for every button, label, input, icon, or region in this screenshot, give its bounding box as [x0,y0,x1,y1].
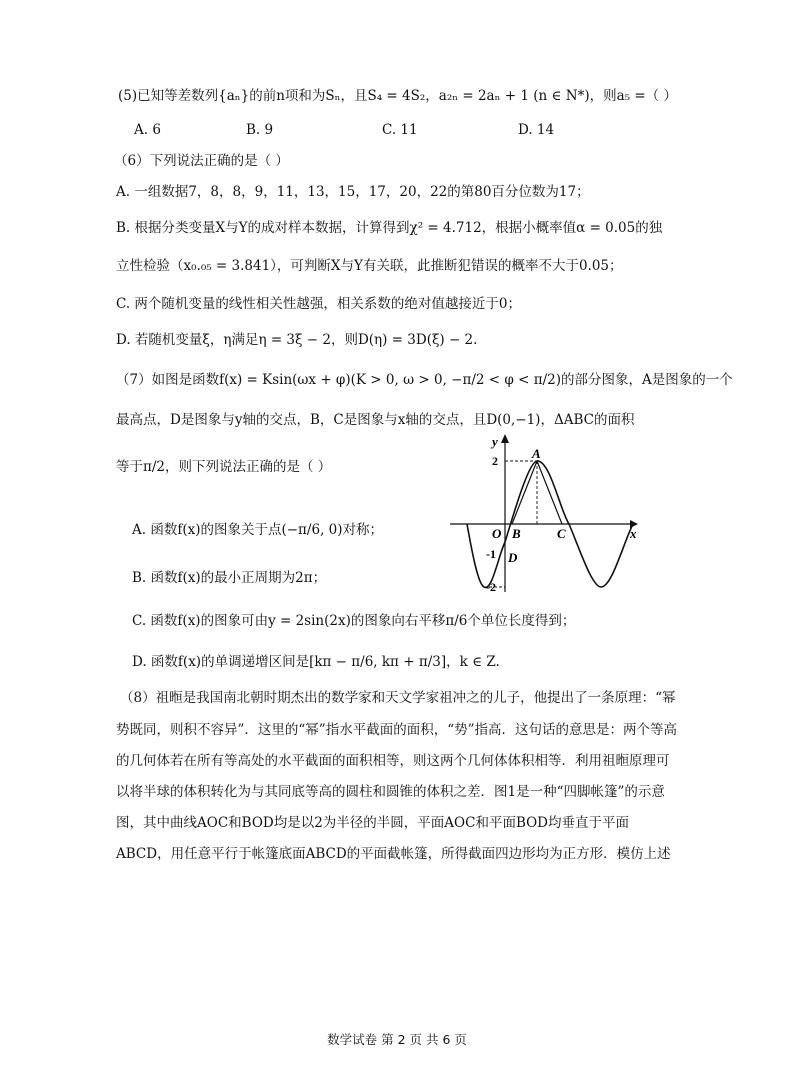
x-axis-label: x [630,526,637,541]
q7-option-b: B. 函数f(x)的最小正周期为2π； [132,570,327,586]
label-o: O [492,526,502,541]
label-b: B [512,526,521,541]
label-neg-two: -2 [486,580,496,594]
label-d: D [508,550,518,565]
q6-option-a: A. 一组数据7，8，8，9，11，13，15，17，20，22的第80百分位数为17； [116,184,590,200]
q5-option-c: C. 11 [382,122,418,138]
q8-line-4: 以将半球的体积转化为与其同底等高的圆柱和圆锥的体积之差．图1是一种“四脚帐篷”的示意 [116,784,665,800]
triangle-ab [512,461,537,524]
q7-stem-line1: （7）如图是函数f(x) = Ksin(ωx + φ)(K > 0, ω > 0, −π/2 < φ < π/2)的部分图象，A是图象的一个 [116,372,733,388]
q7-option-d: D. 函数f(x)的单调递增区间是[kπ − π/6, kπ + π/3]，k ∈ Z. [132,654,500,670]
q5-option-a: A. 6 [134,122,161,138]
y-axis-label: y [492,434,498,449]
q7-stem-line2: 最高点，D是图象与y轴的交点，B，C是图象与x轴的交点，且D(0,−1)，ΔABC的面积 [116,412,635,428]
y-axis-arrow [501,434,509,443]
q8-line-1: （8）祖暅是我国南北朝时期杰出的数学家和天文学家祖冲之的儿子，他提出了一条原理：“幂 [120,690,676,706]
page-footer: 数学试卷 第 2 页 共 6 页 [327,1032,467,1047]
function-graph [440,432,650,600]
label-a: A [532,446,541,461]
triangle-ac [537,461,562,524]
q6-option-b-line1: B. 根据分类变量X与Y的成对样本数据，计算得到χ² = 4.712，根据小概率值α = 0.05的独 [116,220,663,236]
q8-line-5: 图，其中曲线AOC和BOD均是以2为半径的半圆，平面AOC和平面BOD均垂直于平面 [116,815,630,831]
label-two: 2 [492,454,498,468]
q5-stem: (5)已知等差数列{aₙ}的前n项和为Sₙ，且S₄ = 4S₂，a₂ₙ = 2aₙ + 1 (n ∈ N*)，则a₅ =（ ） [118,88,677,104]
label-neg-one: -1 [486,547,496,561]
q8-line-6: ABCD，用任意平行于帐篷底面ABCD的平面截帐篷，所得截面四边形均为正方形．模仿上述 [116,846,671,862]
q6-option-d: D. 若随机变量ξ，η满足η = 3ξ − 2，则D(η) = 3D(ξ) − 2. [116,332,478,348]
q7-stem-line3: 等于π/2，则下列说法正确的是（ ） [116,459,332,475]
q6-option-c: C. 两个随机变量的线性相关性越强，相关系数的绝对值越接近于0； [116,296,522,312]
q5-option-d: D. 14 [518,122,555,138]
q6-option-b-line2: 立性检验（x₀.₀₅ = 3.841），可判断X与Y有关联，此推断犯错误的概率不大于0.05； [116,258,623,274]
q7-option-c: C. 函数f(x)的图象可由y = 2sin(2x)的图象向右平移π/6个单位长度得到； [132,613,576,629]
q7-option-a: A. 函数f(x)的图象关于点(−π/6, 0)对称； [132,522,384,538]
q8-line-2: 势既同，则积不容异”．这里的“幂”指水平截面的面积，“势”指高．这句话的意思是：两个等高 [116,722,678,738]
label-c: C [557,526,566,541]
q5-option-b: B. 9 [246,122,274,138]
q6-stem: （6）下列说法正确的是（ ） [114,153,289,169]
q8-line-3: 的几何体若在所有等高处的水平截面的面积相等，则这两个几何体体积相等．利用祖暅原理可 [116,753,670,769]
